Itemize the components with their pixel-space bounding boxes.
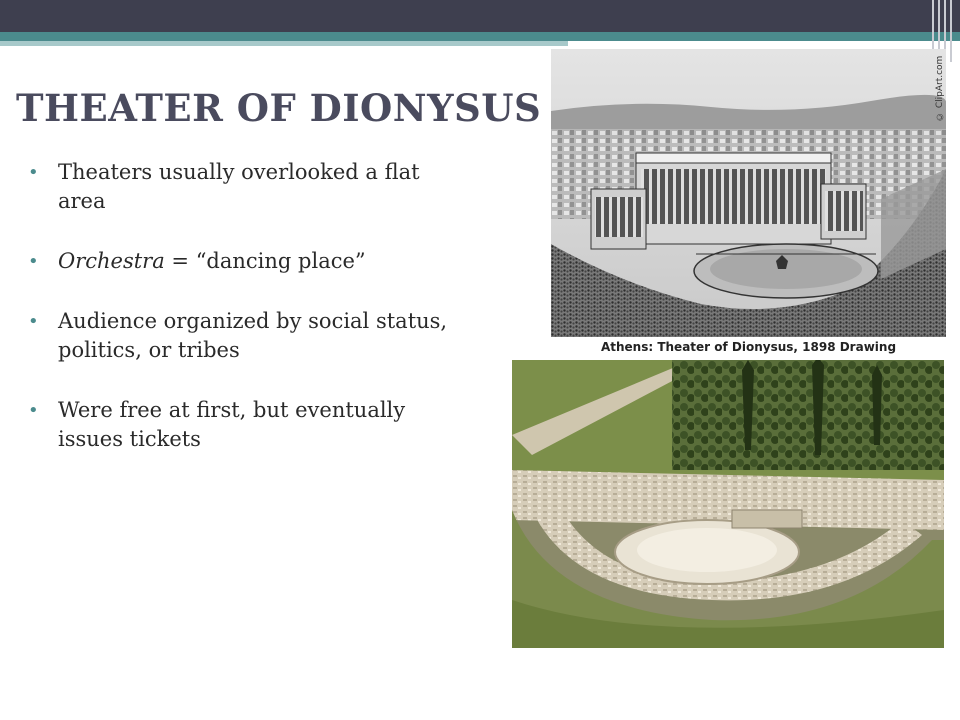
theater-drawing-image [551,49,946,337]
bullet-icon: • [28,162,39,183]
bullet-item [28,307,468,365]
bullet-item [28,247,468,276]
bullet-item [28,396,468,454]
drawing-caption: Athens: Theater of Dionysus, 1898 Drawing [600,340,897,354]
accent-stripe [0,41,568,46]
bullet-list [28,158,468,485]
bullet-item [28,158,468,216]
bullet-icon: • [28,251,39,272]
top-header-bar [0,0,960,32]
bullet-text: Were free at first, but eventually issues tickets [58,398,406,451]
theater-drawing-figure [551,49,946,358]
bullet-term: Orchestra [58,249,165,273]
theater-aerial-photo [512,360,944,648]
accent-band [0,32,960,41]
bullet-text: Theaters usually overlooked a flat area [58,160,420,213]
bullet-text: = “dancing place” [164,249,366,273]
bullet-icon: • [28,311,39,332]
clipart-watermark: © ClipArt.com [935,55,945,121]
slide-title: THEATER OF DIONYSUS [16,86,542,130]
bullet-text: Audience organized by social status, politics, or tribes [58,309,448,362]
bullet-icon: • [28,400,39,421]
